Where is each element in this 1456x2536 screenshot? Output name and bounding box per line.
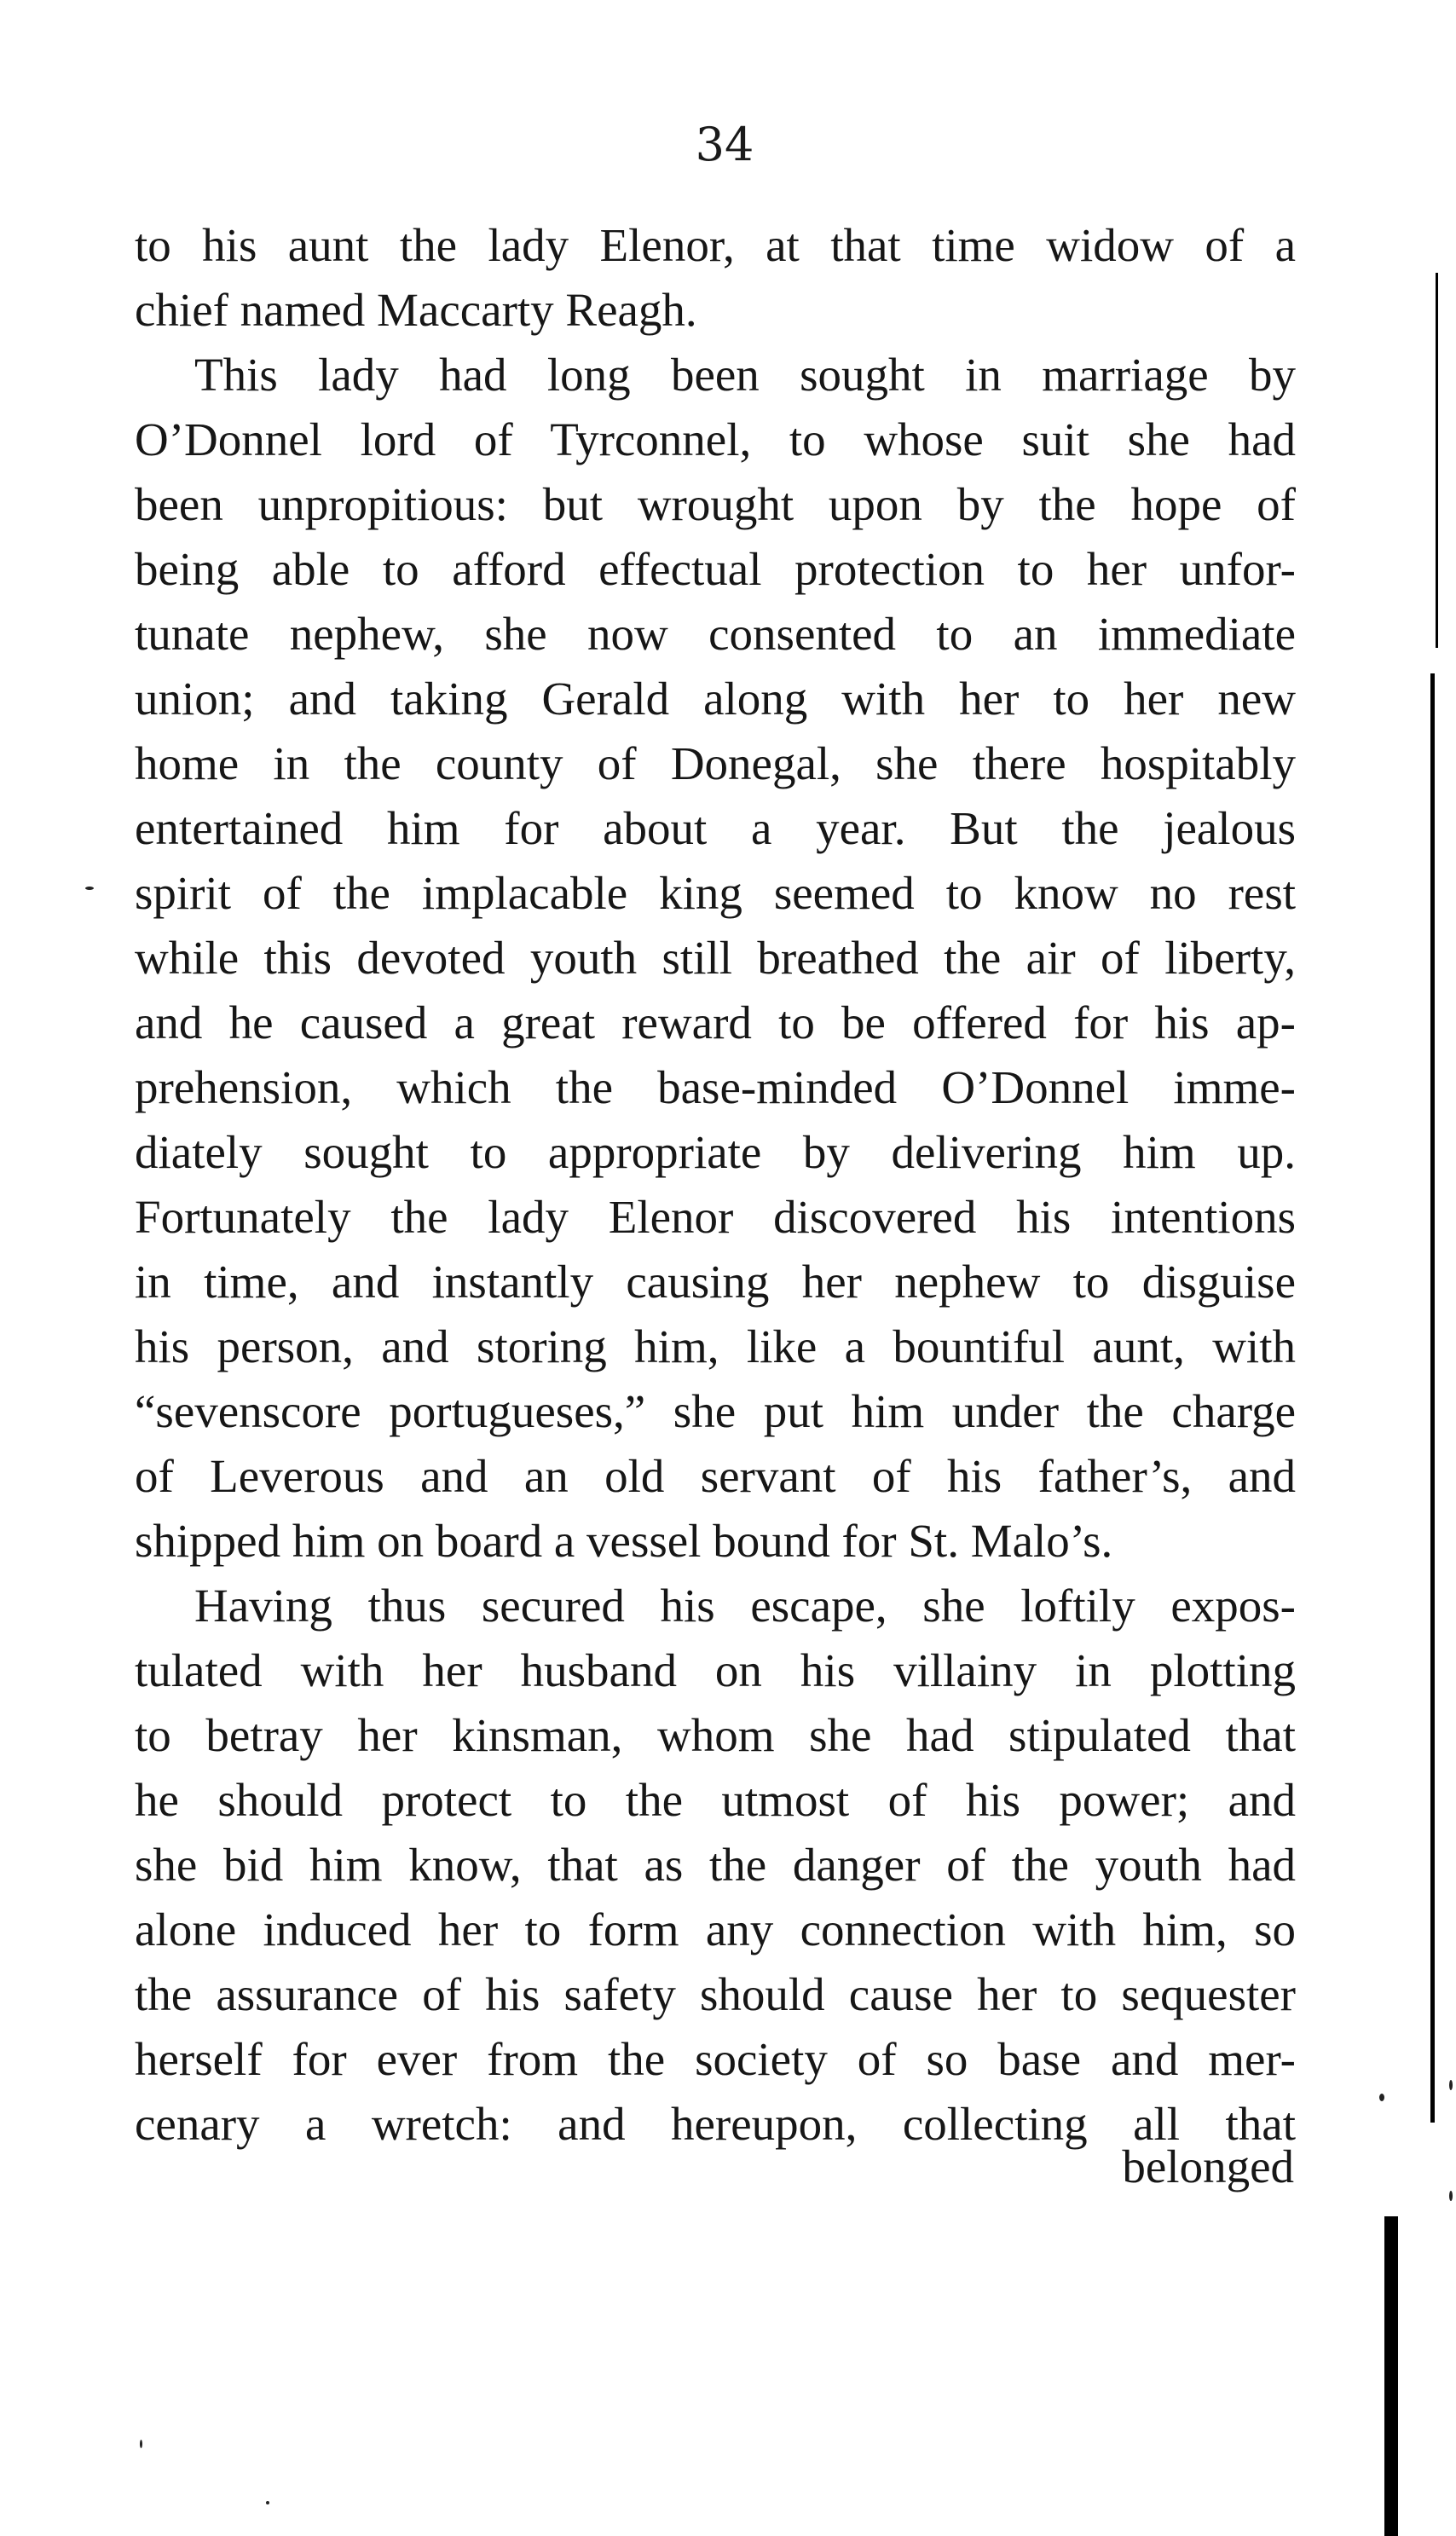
text-line-15: diately sought to appropriate by delivering him up. — [135, 1126, 1296, 1178]
scan-speck — [1449, 2191, 1453, 2201]
text-line-5: been unpropitious: but wrought upon by the hope of — [135, 478, 1296, 530]
body-text — [135, 213, 1296, 2157]
text-line-22: Having thus secured his escape, she loftily expos- — [194, 1580, 1296, 1632]
text-line-11: spirit of the implacable king seemed to know no rest — [135, 867, 1296, 919]
scan-edge-line-main — [1430, 673, 1435, 2123]
scan-speck — [85, 887, 94, 890]
text-line-23: tulated with her husband on his villainy in plotting — [135, 1644, 1296, 1696]
text-line-1: to his aunt the lady Elenor, at that time widow of a — [135, 219, 1296, 271]
text-line-25: he should protect to the utmost of his power; and — [135, 1774, 1296, 1826]
text-line-21: shipped him on board a vessel bound for St. Malo’s. — [135, 1515, 1113, 1567]
text-line-20: of Leverous and an old servant of his father’s, and — [135, 1450, 1296, 1502]
page-number: 34 — [695, 118, 754, 171]
text-line-27: alone induced her to form any connection with him, so — [135, 1903, 1296, 1955]
text-line-19: “sevenscore portugueses,” she put him under the charge — [135, 1385, 1296, 1437]
text-line-16: Fortunately the lady Elenor discovered his intentions — [135, 1191, 1296, 1243]
text-line-10: entertained him for about a year. But the jealous — [135, 802, 1296, 854]
text-line-4: O’Donnel lord of Tyrconnel, to whose suit she had — [135, 413, 1296, 465]
text-line-14: prehension, which the base-minded O’Donnel imme- — [135, 1061, 1296, 1113]
text-line-2: chief named Maccarty Reagh. — [135, 284, 697, 336]
scan-edge-line-lower — [1384, 2216, 1398, 2536]
text-line-13: and he caused a great reward to be offered for his ap- — [135, 996, 1296, 1048]
text-line-12: while this devoted youth still breathed the air of liberty, — [135, 932, 1296, 984]
text-line-18: his person, and storing him, like a bountiful aunt, with — [135, 1320, 1296, 1372]
text-line-8: union; and taking Gerald along with her to her new — [135, 673, 1296, 725]
text-line-17: in time, and instantly causing her nephew to disguise — [135, 1256, 1296, 1308]
text-line-28: the assurance of his safety should cause her to sequester — [135, 1968, 1296, 2020]
scan-speck — [1449, 2080, 1453, 2090]
text-line-3: This lady had long been sought in marriage by — [194, 349, 1296, 401]
text-line-9: home in the county of Donegal, she there hospitably — [135, 737, 1296, 789]
text-line-24: to betray her kinsman, whom she had stipulated that — [135, 1709, 1296, 1761]
catchword: belonged — [1122, 2140, 1294, 2192]
text-line-7: tunate nephew, she now consented to an immediate — [135, 608, 1296, 660]
text-line-26: she bid him know, that as the danger of the youth had — [135, 1839, 1296, 1891]
scan-speck — [1379, 2094, 1384, 2101]
text-line-29: herself for ever from the society of so base and mer- — [135, 2033, 1296, 2085]
scan-speck — [266, 2501, 269, 2504]
scan-speck — [140, 2440, 142, 2448]
scan-edge-line-upper — [1436, 273, 1438, 648]
text-line-6: being able to afford effectual protection to her unfor- — [135, 543, 1296, 595]
text-line-30: cenary a wretch: and hereupon, collecting all that — [135, 2098, 1296, 2150]
